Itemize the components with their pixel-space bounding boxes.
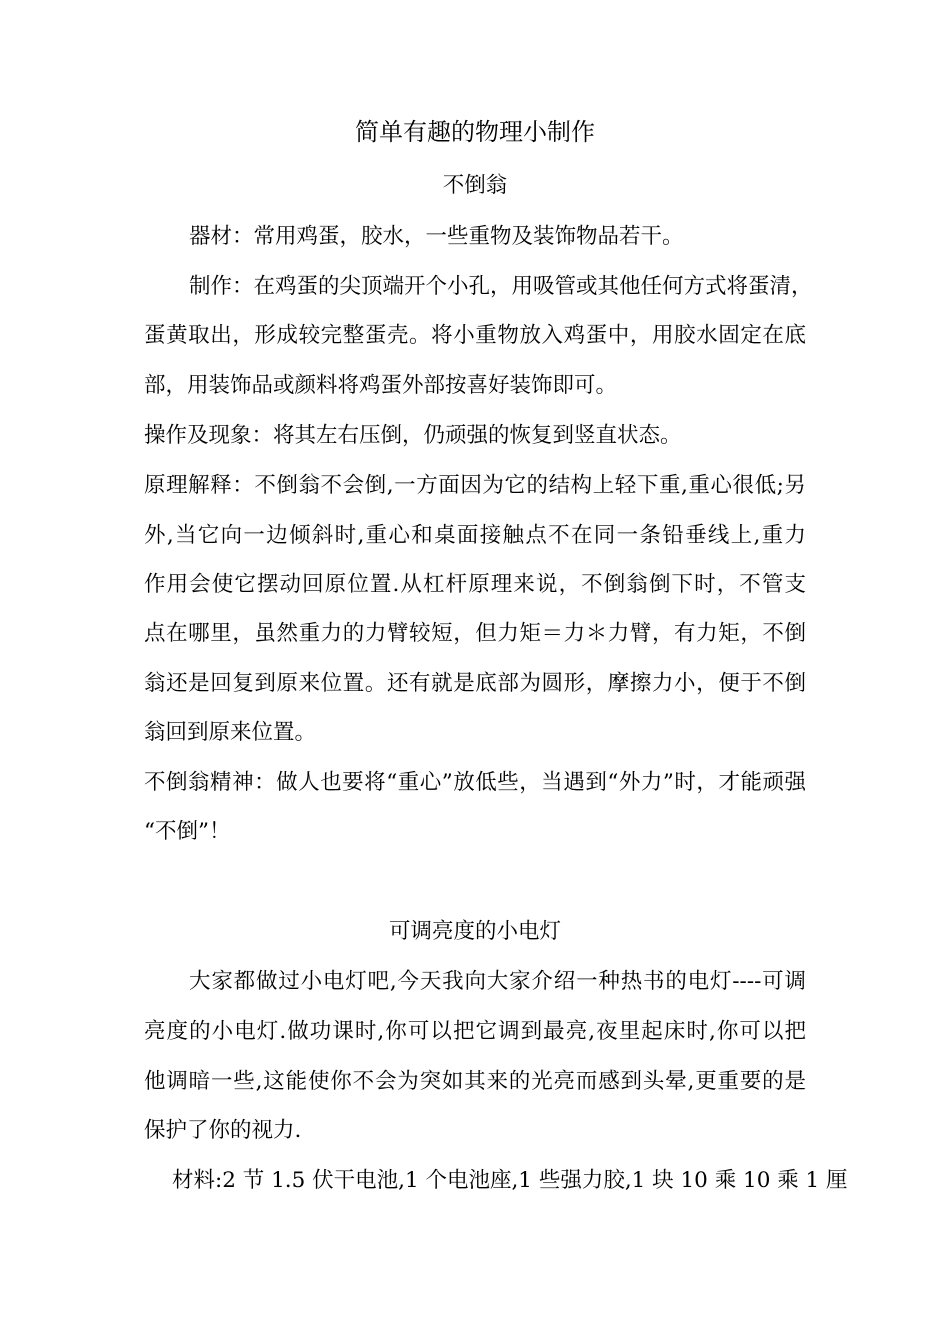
section-heading-dimmable-lamp: 可调亮度的小电灯 <box>388 919 561 944</box>
paragraph-line: 原理解释：不倒翁不会倒,一方面因为它的结构上轻下重,重心很低;另 <box>144 473 806 498</box>
section-heading-tumbler: 不倒翁 <box>442 173 508 198</box>
paragraph-line: 翁回到原来位置。 <box>144 720 317 745</box>
paragraph-line: 翁还是回复到原来位置。还有就是底部为圆形，摩擦力小，便于不倒 <box>144 671 806 696</box>
paragraph-line: 他调暗一些,这能使你不会为突如其来的光亮而感到头晕,更重要的是 <box>144 1069 806 1094</box>
paragraph-line: 部，用装饰品或颜料将鸡蛋外部按喜好装饰即可。 <box>144 373 618 398</box>
paragraph-line: 材料:2 节 1.5 伏干电池,1 个电池座,1 些强力胶,1 块 10 乘 10 乘 1 厘 <box>172 1168 848 1193</box>
paragraph-line: 操作及现象：将其左右压倒，仍顽强的恢复到竖直状态。 <box>144 423 682 448</box>
paragraph-line: “不倒”！ <box>144 819 231 844</box>
paragraph-line: 不倒翁精神：做人也要将“重心”放低些，当遇到“外力”时，才能顽强 <box>144 770 807 795</box>
paragraph-line: 器材：常用鸡蛋，胶水，一些重物及装饰物品若干。 <box>189 224 684 249</box>
document-title: 简单有趣的物理小制作 <box>355 118 595 146</box>
paragraph-line: 保护了你的视力. <box>144 1118 302 1143</box>
paragraph-line: 大家都做过小电灯吧,今天我向大家介绍一种热书的电灯----可调 <box>189 969 806 994</box>
paragraph-line: 蛋黄取出，形成较完整蛋壳。将小重物放入鸡蛋中，用胶水固定在底 <box>144 323 806 348</box>
paragraph-line: 外,当它向一边倾斜时,重心和桌面接触点不在同一条铅垂线上,重力 <box>144 523 806 548</box>
paragraph-line: 亮度的小电灯.做功课时,你可以把它调到最亮,夜里起床时,你可以把 <box>144 1019 806 1044</box>
paragraph-line: 点在哪里，虽然重力的力臂较短，但力矩＝力＊力臂，有力矩，不倒 <box>144 621 806 646</box>
paragraph-line: 作用会使它摆动回原位置.从杠杆原理来说，不倒翁倒下时，不管支 <box>144 572 806 597</box>
paragraph-line: 制作：在鸡蛋的尖顶端开个小孔，用吸管或其他任何方式将蛋清， <box>189 274 813 299</box>
